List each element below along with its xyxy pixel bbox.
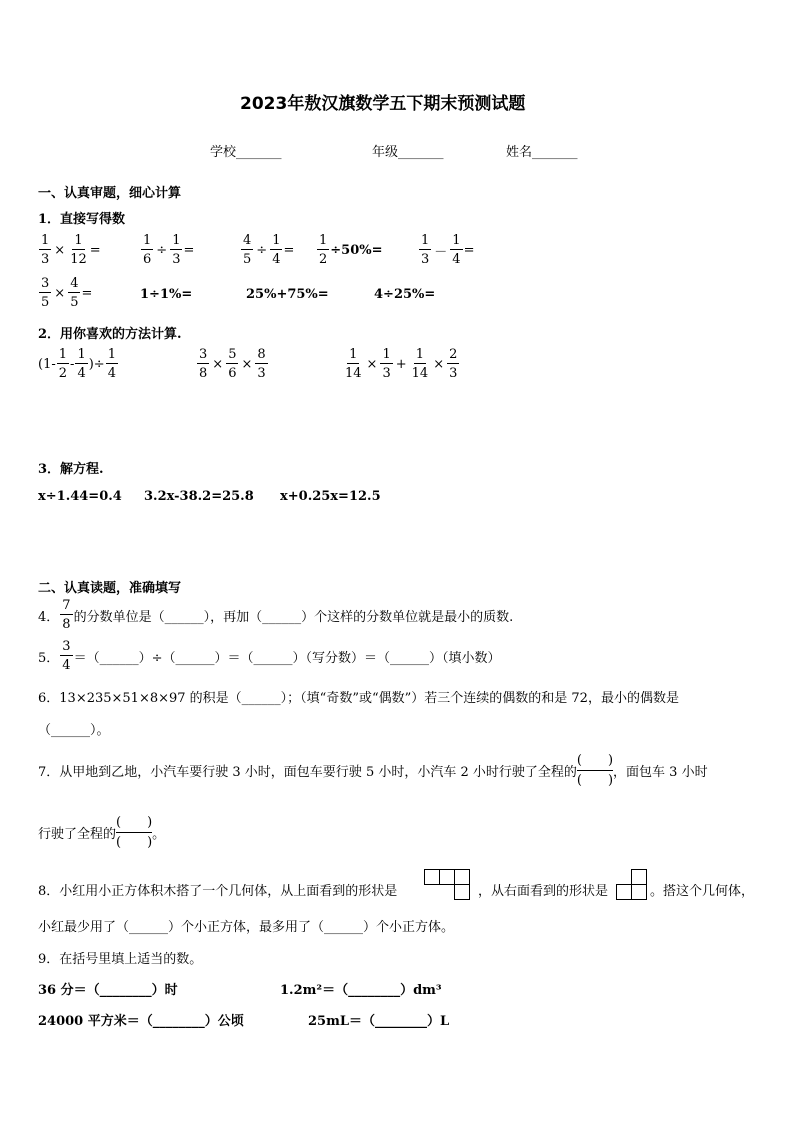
q9-item-3: 24000 平方米＝（________）公顷 <box>38 1014 244 1029</box>
q9-item-4: 25mL＝（________）L <box>308 1014 450 1029</box>
right-view-figure <box>616 869 650 903</box>
q2-label: 2．用你喜欢的方法计算. <box>38 327 182 342</box>
q5: 5． $\frac{3}{4}$ ＝（______）÷（______）＝（______）（写分数）＝（______）（填小数） <box>38 639 501 673</box>
q9-item-1: 36 分＝（________）时 <box>38 983 178 998</box>
q7-line-2: 行驶了全程的 ( ) ( ) 。 <box>38 815 166 850</box>
q1-item-7: 1÷1%= <box>140 287 193 302</box>
section1-heading: 一、认真审题，细心计算 <box>38 186 182 201</box>
q1-item-3: $\frac{4}{5}$ ÷ $\frac{1}{4}$ = <box>243 233 295 267</box>
q3-label: 3．解方程. <box>38 462 104 477</box>
q2-expr-2: $\frac{3}{8}$ × $\frac{5}{6}$ × $\frac{8}{3}$ <box>199 347 266 381</box>
q3-eq-1: x÷1.44=0.4 <box>38 489 122 504</box>
name-field: 姓名_______ <box>506 145 578 160</box>
q1-item-6: $\frac{3}{5}$ × $\frac{4}{5}$ = <box>41 276 93 310</box>
grade-field: 年级_______ <box>372 145 444 160</box>
q8-line-2: 小红最少用了（______）个小正方体，最多用了（______）个小正方体。 <box>38 920 455 935</box>
q8-part-2: ，从右面看到的形状是 <box>478 884 609 899</box>
q6-line-1: 6．13×235×51×8×97 的积是（______）；（填“奇数”或“偶数”）若三个连续的偶数的和是 72，最小的偶数是 <box>38 691 679 706</box>
q7-line-1: 7．从甲地到乙地，小汽车要行驶 3 小时，面包车要行驶 5 小时，小汽车 2 小时行驶了全程的 ( ) ( ) ，面包车 3 小时 <box>38 753 708 788</box>
q8-part-1: 8．小红用小正方体积木搭了一个几何体，从上面看到的形状是 <box>38 884 398 899</box>
q1-item-2: $\frac{1}{6}$ ÷ $\frac{1}{3}$ = <box>143 233 195 267</box>
q1-item-1: $\frac{1}{3}$ × $\frac{1}{12}$ = <box>41 233 101 267</box>
q9-item-2: 1.2m²＝（________）dm³ <box>280 983 442 998</box>
q1-item-4: $\frac{1}{2}$ ÷50%= <box>319 233 383 267</box>
q4: 4． $\frac{7}{8}$ 的分数单位是（______），再加（______）个这样的分数单位就是最小的质数. <box>38 598 514 632</box>
q2-expr-3: $\frac{1}{14}$ × $\frac{1}{3}$ + $\frac{1}{14}$ × $\frac{2}{3}$ <box>345 347 458 381</box>
q7-blank-fraction-2: ( ) ( ) <box>116 815 153 850</box>
q6-line-2: （______）。 <box>38 723 110 738</box>
q2-expr-1: (1- $\frac{1}{2}$ - $\frac{1}{4}$ )÷ $\frac{1}{4}$ <box>38 347 116 381</box>
section2-heading: 二、认真读题，准确填写 <box>38 581 182 596</box>
q8-part-3: 。搭这个几何体， <box>650 884 755 899</box>
q1-item-5: $\frac{1}{3}$ － $\frac{1}{4}$ = <box>421 233 475 267</box>
q1-item-9: 4÷25%= <box>374 287 436 302</box>
q9-label: 9．在括号里填上适当的数。 <box>38 952 203 967</box>
q3-eq-3: x+0.25x=12.5 <box>280 489 381 504</box>
q1-item-8: 25%+75%= <box>246 287 329 302</box>
page-title: 2023年敖汉旗数学五下期末预测试题 <box>240 94 526 114</box>
top-view-figure <box>424 869 474 903</box>
school-field: 学校_______ <box>210 145 282 160</box>
q7-blank-fraction-1: ( ) ( ) <box>576 753 614 788</box>
q1-label: 1．直接写得数 <box>38 212 126 227</box>
q3-eq-2: 3.2x-38.2=25.8 <box>144 489 254 504</box>
